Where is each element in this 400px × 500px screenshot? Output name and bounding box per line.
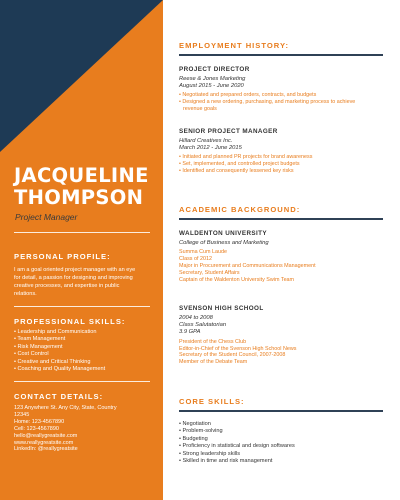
company: Hillard Creatives Inc. xyxy=(179,138,233,144)
school-meta: College of Business and Marketing xyxy=(179,240,269,246)
school-detail: Secretary of the Student Council, 2007-2008 xyxy=(179,352,286,359)
left-divider xyxy=(14,381,150,382)
contact-line: LinkedIn: @reallygreatsite xyxy=(14,446,78,453)
contact-line: 12345 xyxy=(14,411,30,418)
education-heading: ACADEMIC BACKGROUND: xyxy=(179,205,301,214)
job-bullet: • Identified and consequently lessened key risks xyxy=(179,168,294,175)
job-entry xyxy=(179,66,389,113)
list-item: • Team Management xyxy=(14,336,105,343)
school-detail: Captain of the Waldenton University Swim Team xyxy=(179,276,295,283)
profile-text: I am a goal oriented project manager with an eye for detail, a passion for designing and improving creative processes, and expertise in public relations. xyxy=(14,267,136,297)
list-item: • Coaching and Quality Management xyxy=(14,366,105,373)
core-skills-heading: CORE SKILLS: xyxy=(179,397,245,406)
school-detail: President of the Chess Club xyxy=(179,338,247,345)
job-bullet: • Negotiated and prepared orders, contracts, and budgets xyxy=(179,92,317,99)
section-rule xyxy=(179,410,383,412)
school-meta: 3.9 GPA xyxy=(179,329,201,336)
school-entry xyxy=(179,305,389,366)
school-name: SVENSON HIGH SCHOOL xyxy=(179,305,264,312)
professional-skills-list xyxy=(14,329,105,373)
professional-skills-heading: PROFESSIONAL SKILLS: xyxy=(14,317,126,326)
list-item: • Cost Control xyxy=(14,351,105,358)
company: Reese & Jones Marketing xyxy=(179,76,246,82)
contact-heading: CONTACT DETAILS: xyxy=(14,392,104,401)
contact-line: Home: 123-4567890 xyxy=(14,418,65,425)
job-entry xyxy=(179,128,389,175)
job-bullet: • Initiated and planned PR projects for brand awareness xyxy=(179,154,313,161)
list-item: • Proficiency in statistical and design softwares xyxy=(179,443,295,450)
school-name: WALDENTON UNIVERSITY xyxy=(179,230,267,237)
contact-line: hello@reallygreatsite.com xyxy=(14,432,78,439)
job-title: SENIOR PROJECT MANAGER xyxy=(179,128,278,135)
list-item: • Leadership and Communication xyxy=(14,329,105,336)
employment-heading: EMPLOYMENT HISTORY: xyxy=(179,41,289,50)
list-item: • Skilled in time and risk management xyxy=(179,458,295,465)
school-detail: Member of the Debate Team xyxy=(179,359,248,366)
corner-decoration xyxy=(0,0,163,160)
list-item: • Problem-solving xyxy=(179,428,295,435)
contact-details xyxy=(14,405,154,453)
left-divider xyxy=(14,232,150,233)
candidate-name xyxy=(14,165,149,209)
job-dates: August 2015 - June 2020 xyxy=(179,83,244,90)
school-detail: Major in Procurement and Communications Management xyxy=(179,263,316,270)
job-bullet: revenue goals xyxy=(183,106,217,113)
list-item: • Budgeting xyxy=(179,436,295,443)
job-role: Project Manager xyxy=(15,212,78,222)
contact-line: www.reallygreatsite.com xyxy=(14,439,74,446)
left-divider xyxy=(14,306,150,307)
job-bullet: • Set, implemented, and controlled project budgets xyxy=(179,161,300,168)
list-item: • Negotiation xyxy=(179,421,295,428)
school-detail: Editor-in-Chief of the Svenson High School News xyxy=(179,345,297,352)
job-bullet: • Designed a new ordering, purchasing, and marketing process to achieve xyxy=(179,99,356,106)
school-detail: Class of 2012 xyxy=(179,256,212,263)
first-name: JACQUELINE xyxy=(14,164,149,187)
contact-line: 123 Anywhere St. Any City, State, Country xyxy=(14,405,117,411)
profile-heading: PERSONAL PROFILE: xyxy=(14,252,111,261)
core-skills-list xyxy=(179,421,295,465)
contact-line: Cell: 123-4567890 xyxy=(14,425,59,432)
last-name: THOMPSON xyxy=(14,186,144,209)
section-rule xyxy=(179,54,383,56)
job-dates: March 2012 - June 2015 xyxy=(179,145,242,152)
school-entry xyxy=(179,230,389,284)
section-rule xyxy=(179,218,383,220)
list-item: • Creative and Critical Thinking xyxy=(14,359,105,366)
left-sidebar xyxy=(0,0,163,500)
list-item: • Risk Management xyxy=(14,344,105,351)
school-detail: Secretary, Student Affairs xyxy=(179,269,240,276)
school-detail: Summa Cum Laude xyxy=(179,249,227,256)
list-item: • Strong leadership skills xyxy=(179,451,295,458)
school-meta: Class Salutatorian xyxy=(179,322,227,329)
job-title: PROJECT DIRECTOR xyxy=(179,66,250,73)
main-content xyxy=(163,0,400,500)
school-meta: 2004 to 2008 xyxy=(179,315,213,321)
